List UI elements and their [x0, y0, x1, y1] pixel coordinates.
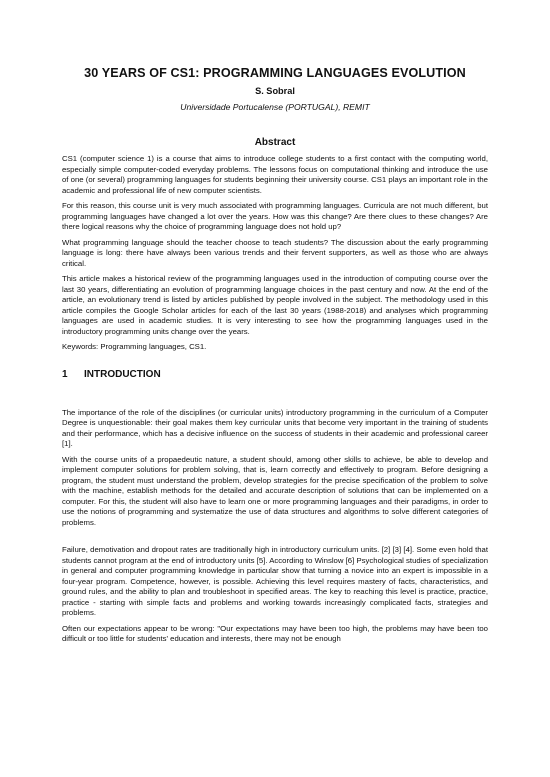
author-name: S. Sobral	[255, 86, 295, 96]
abstract-paragraph: What programming language should the teacher choose to teach students? The discussion about the early programming language is long: there have always been various trends and their fervent supporters, as well as those who are always critical.	[62, 237, 488, 268]
abstract-paragraph: CS1 (computer science 1) is a course that aims to introduce college students to a first contact with the computing world, especially simple computer-coded everyday problems. The lessons focus on computational thinking and introduce the use of one (or several) programming languages for students beginning their university course. CS1 plays an important role in the academic and professional life of new computer scientists.	[62, 154, 488, 195]
intro-paragraph: The importance of the role of the disciplines (or curricular units) introductory programming in the curriculum of a Computer Degree is unquestionable: their goal makes them key curricular units that become very important in the training of students and their performance, which has a decisive influence on the success of students in their academic and professional career [1].	[62, 407, 488, 448]
section-number: 1	[62, 368, 68, 380]
intro-paragraph: Often our expectations appear to be wrong: "Our expectations may have been too high, the problems may have been too difficult or too little for students' education and interests, there may not be enough	[62, 623, 488, 643]
intro-paragraph: Failure, demotivation and dropout rates are traditionally high in introductory curriculum units. [2] [3] [4]. Some even hold that students cannot program at the end of introductory units [5]. According to Winslow [6] Psychological studies of specialization in general and computer programming knowledge in particular show that turning a novice into an expert is impossible in a four-year program. Competence, however, is possible. Achieving this level requires mastery of facts, characteristics, and ground rules, and the ability to plan and troubleshoot in specified areas. The key to reaching this level is practice, practice, practice - starting with simple facts and problems and working towards increasingly complicated facts, strategies and problems.	[62, 545, 488, 617]
abstract-heading: Abstract	[254, 137, 296, 148]
intro-paragraph: With the course units of a propaedeutic nature, a student should, among other skills to achieve, be able to develop and implement computer solutions for problem solving, that is, learn correctly and effectively to program. Before designing a program, the student must understand the problem, develop strategies for the precise specification of the problem to solve with the machine, establish methods for the detailed and accurate description of solutions that can be implemented on a computer. For this, the student will also have to learn one or more programming languages and their paradigms, in order to use the notions of programming and systematize the use of data structures and algorithms to solve different categories of problems.	[62, 454, 488, 527]
abstract-paragraph: This article makes a historical review of the programming languages used in the introduction of computing course over the last 30 years, differentiating an evolution of programming language choices in the past century and now. At the end of the article, an evolutionary trend is listed by articles published by people involved in the subject. The methodology used in this article compiles the Google Scholar articles for each of the last 30 years (1988-2018) and analyses which programming languages are used in academic studies. It is very interesting to see how the programming languages used in the introductory programming units change over the years.	[62, 274, 488, 336]
keywords: Keywords: Programming languages, CS1.	[62, 342, 207, 351]
abstract-paragraph: For this reason, this course unit is very much associated with programming languages. Curricula are not much different, but programming languages have changed a lot over the years. How was this change? Are there clues to these changes? Are there logical reasons why the choice of programming language does not hold up?	[62, 201, 488, 231]
paper-page	[62, 66, 488, 650]
section-heading	[62, 369, 488, 380]
section-title: INTRODUCTION	[84, 368, 161, 380]
author-affiliation: Universidade Portucalense (PORTUGAL), REMIT	[180, 102, 370, 112]
paper-title: 30 YEARS OF CS1: PROGRAMMING LANGUAGES EVOLUTION	[84, 66, 466, 80]
